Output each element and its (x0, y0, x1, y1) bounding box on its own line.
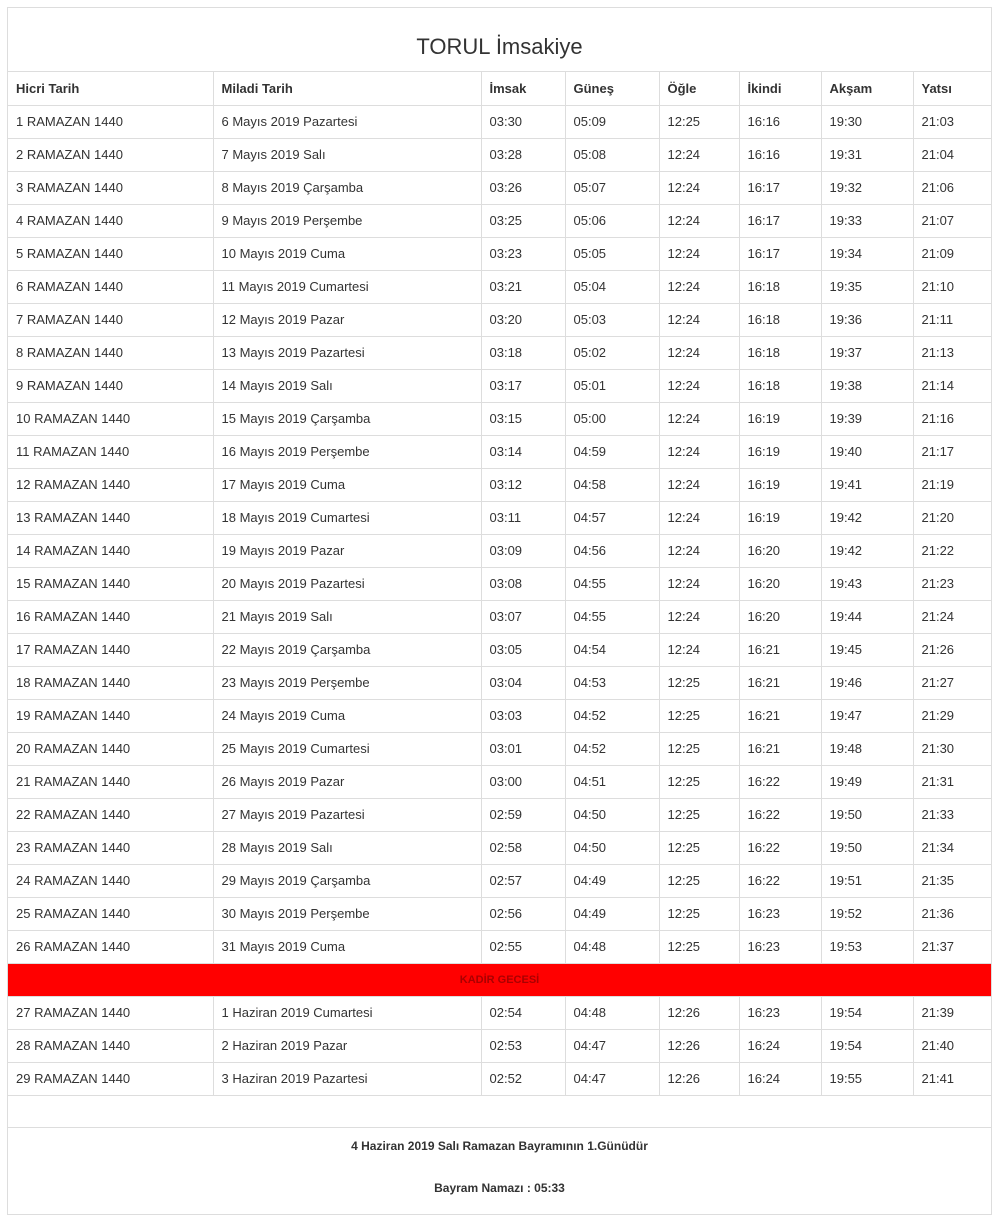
imsak-cell: 03:26 (481, 171, 565, 204)
yatsi-cell: 21:35 (913, 864, 991, 897)
ogle-cell: 12:24 (659, 600, 739, 633)
gunes-cell: 04:50 (565, 798, 659, 831)
gunes-cell: 05:02 (565, 336, 659, 369)
aksam-cell: 19:49 (821, 765, 913, 798)
hicri-tarih-cell: 4 RAMAZAN 1440 (8, 204, 213, 237)
gunes-cell: 04:52 (565, 699, 659, 732)
yatsi-cell: 21:34 (913, 831, 991, 864)
header-yatsi: Yatsı (913, 72, 991, 105)
yatsi-cell: 21:23 (913, 567, 991, 600)
yatsi-cell: 21:06 (913, 171, 991, 204)
hicri-tarih-cell: 23 RAMAZAN 1440 (8, 831, 213, 864)
yatsi-cell: 21:27 (913, 666, 991, 699)
aksam-cell: 19:50 (821, 798, 913, 831)
yatsi-cell: 21:09 (913, 237, 991, 270)
ikindi-cell: 16:23 (739, 897, 821, 930)
gunes-cell: 05:00 (565, 402, 659, 435)
header-ogle: Öğle (659, 72, 739, 105)
aksam-cell: 19:50 (821, 831, 913, 864)
gunes-cell: 04:55 (565, 567, 659, 600)
ikindi-cell: 16:23 (739, 930, 821, 963)
aksam-cell: 19:40 (821, 435, 913, 468)
yatsi-cell: 21:20 (913, 501, 991, 534)
hicri-tarih-cell: 25 RAMAZAN 1440 (8, 897, 213, 930)
ogle-cell: 12:25 (659, 930, 739, 963)
yatsi-cell: 21:19 (913, 468, 991, 501)
yatsi-cell: 21:39 (913, 996, 991, 1029)
aksam-cell: 19:54 (821, 996, 913, 1029)
yatsi-cell: 21:30 (913, 732, 991, 765)
header-imsak: İmsak (481, 72, 565, 105)
gunes-cell: 05:01 (565, 369, 659, 402)
gunes-cell: 04:56 (565, 534, 659, 567)
table-row (8, 468, 991, 501)
imsak-cell: 02:57 (481, 864, 565, 897)
hicri-tarih-cell: 13 RAMAZAN 1440 (8, 501, 213, 534)
ogle-cell: 12:24 (659, 633, 739, 666)
ikindi-cell: 16:20 (739, 567, 821, 600)
imsakiye-table (8, 72, 991, 1095)
miladi-tarih-cell: 14 Mayıs 2019 Salı (213, 369, 481, 402)
hicri-tarih-cell: 21 RAMAZAN 1440 (8, 765, 213, 798)
hicri-tarih-cell: 1 RAMAZAN 1440 (8, 105, 213, 138)
miladi-tarih-cell: 24 Mayıs 2019 Cuma (213, 699, 481, 732)
gunes-cell: 04:53 (565, 666, 659, 699)
aksam-cell: 19:43 (821, 567, 913, 600)
miladi-tarih-cell: 22 Mayıs 2019 Çarşamba (213, 633, 481, 666)
hicri-tarih-cell: 28 RAMAZAN 1440 (8, 1029, 213, 1062)
miladi-tarih-cell: 6 Mayıs 2019 Pazartesi (213, 105, 481, 138)
miladi-tarih-cell: 17 Mayıs 2019 Cuma (213, 468, 481, 501)
miladi-tarih-cell: 1 Haziran 2019 Cumartesi (213, 996, 481, 1029)
ikindi-cell: 16:19 (739, 468, 821, 501)
hicri-tarih-cell: 7 RAMAZAN 1440 (8, 303, 213, 336)
ikindi-cell: 16:21 (739, 732, 821, 765)
aksam-cell: 19:36 (821, 303, 913, 336)
gunes-cell: 04:47 (565, 1029, 659, 1062)
imsak-cell: 03:21 (481, 270, 565, 303)
ogle-cell: 12:24 (659, 501, 739, 534)
hicri-tarih-cell: 10 RAMAZAN 1440 (8, 402, 213, 435)
kadir-gecesi-label: KADİR GECESİ (8, 963, 991, 996)
aksam-cell: 19:51 (821, 864, 913, 897)
hicri-tarih-cell: 19 RAMAZAN 1440 (8, 699, 213, 732)
hicri-tarih-cell: 14 RAMAZAN 1440 (8, 534, 213, 567)
ikindi-cell: 16:17 (739, 237, 821, 270)
miladi-tarih-cell: 30 Mayıs 2019 Perşembe (213, 897, 481, 930)
miladi-tarih-cell: 8 Mayıs 2019 Çarşamba (213, 171, 481, 204)
aksam-cell: 19:48 (821, 732, 913, 765)
table-row (8, 105, 991, 138)
gunes-cell: 04:49 (565, 897, 659, 930)
yatsi-cell: 21:16 (913, 402, 991, 435)
hicri-tarih-cell: 22 RAMAZAN 1440 (8, 798, 213, 831)
ogle-cell: 12:24 (659, 468, 739, 501)
table-row (8, 831, 991, 864)
gunes-cell: 04:51 (565, 765, 659, 798)
table-row (8, 204, 991, 237)
aksam-cell: 19:45 (821, 633, 913, 666)
kadir-gecesi-row (8, 963, 991, 996)
table-row (8, 567, 991, 600)
miladi-tarih-cell: 3 Haziran 2019 Pazartesi (213, 1062, 481, 1095)
aksam-cell: 19:44 (821, 600, 913, 633)
gunes-cell: 05:08 (565, 138, 659, 171)
ikindi-cell: 16:18 (739, 336, 821, 369)
table-row (8, 501, 991, 534)
table-row (8, 996, 991, 1029)
ikindi-cell: 16:16 (739, 138, 821, 171)
aksam-cell: 19:37 (821, 336, 913, 369)
aksam-cell: 19:53 (821, 930, 913, 963)
ogle-cell: 12:26 (659, 996, 739, 1029)
aksam-cell: 19:39 (821, 402, 913, 435)
imsak-cell: 02:58 (481, 831, 565, 864)
ogle-cell: 12:25 (659, 666, 739, 699)
imsak-cell: 03:23 (481, 237, 565, 270)
imsak-cell: 03:28 (481, 138, 565, 171)
table-row (8, 138, 991, 171)
imsak-cell: 03:11 (481, 501, 565, 534)
hicri-tarih-cell: 2 RAMAZAN 1440 (8, 138, 213, 171)
yatsi-cell: 21:36 (913, 897, 991, 930)
aksam-cell: 19:42 (821, 501, 913, 534)
gunes-cell: 04:57 (565, 501, 659, 534)
imsak-cell: 03:03 (481, 699, 565, 732)
ikindi-cell: 16:21 (739, 699, 821, 732)
aksam-cell: 19:46 (821, 666, 913, 699)
ogle-cell: 12:24 (659, 336, 739, 369)
miladi-tarih-cell: 19 Mayıs 2019 Pazar (213, 534, 481, 567)
ogle-cell: 12:25 (659, 864, 739, 897)
ogle-cell: 12:25 (659, 831, 739, 864)
ogle-cell: 12:26 (659, 1029, 739, 1062)
ogle-cell: 12:24 (659, 534, 739, 567)
ikindi-cell: 16:19 (739, 402, 821, 435)
yatsi-cell: 21:10 (913, 270, 991, 303)
miladi-tarih-cell: 11 Mayıs 2019 Cumartesi (213, 270, 481, 303)
imsak-cell: 03:18 (481, 336, 565, 369)
gunes-cell: 05:09 (565, 105, 659, 138)
table-row (8, 600, 991, 633)
hicri-tarih-cell: 29 RAMAZAN 1440 (8, 1062, 213, 1095)
gunes-cell: 04:47 (565, 1062, 659, 1095)
table-row (8, 534, 991, 567)
ikindi-cell: 16:17 (739, 171, 821, 204)
hicri-tarih-cell: 27 RAMAZAN 1440 (8, 996, 213, 1029)
ikindi-cell: 16:22 (739, 831, 821, 864)
ikindi-cell: 16:18 (739, 270, 821, 303)
miladi-tarih-cell: 31 Mayıs 2019 Cuma (213, 930, 481, 963)
ogle-cell: 12:24 (659, 270, 739, 303)
ikindi-cell: 16:21 (739, 666, 821, 699)
yatsi-cell: 21:11 (913, 303, 991, 336)
ogle-cell: 12:25 (659, 105, 739, 138)
yatsi-cell: 21:29 (913, 699, 991, 732)
table-header-row (8, 72, 991, 105)
imsak-cell: 03:09 (481, 534, 565, 567)
miladi-tarih-cell: 16 Mayıs 2019 Perşembe (213, 435, 481, 468)
imsak-cell: 03:30 (481, 105, 565, 138)
bayram-namazi: Bayram Namazı : 05:33 (434, 1181, 565, 1195)
hicri-tarih-cell: 12 RAMAZAN 1440 (8, 468, 213, 501)
aksam-cell: 19:52 (821, 897, 913, 930)
hicri-tarih-cell: 18 RAMAZAN 1440 (8, 666, 213, 699)
table-row (8, 798, 991, 831)
aksam-cell: 19:34 (821, 237, 913, 270)
imsak-cell: 02:55 (481, 930, 565, 963)
miladi-tarih-cell: 20 Mayıs 2019 Pazartesi (213, 567, 481, 600)
imsak-cell: 03:05 (481, 633, 565, 666)
miladi-tarih-cell: 23 Mayıs 2019 Perşembe (213, 666, 481, 699)
table-row (8, 336, 991, 369)
ogle-cell: 12:24 (659, 567, 739, 600)
table-row (8, 402, 991, 435)
aksam-cell: 19:30 (821, 105, 913, 138)
miladi-tarih-cell: 25 Mayıs 2019 Cumartesi (213, 732, 481, 765)
imsak-cell: 03:00 (481, 765, 565, 798)
miladi-tarih-cell: 28 Mayıs 2019 Salı (213, 831, 481, 864)
ogle-cell: 12:25 (659, 798, 739, 831)
gunes-cell: 04:48 (565, 996, 659, 1029)
gunes-cell: 04:54 (565, 633, 659, 666)
yatsi-cell: 21:41 (913, 1062, 991, 1095)
aksam-cell: 19:32 (821, 171, 913, 204)
yatsi-cell: 21:40 (913, 1029, 991, 1062)
miladi-tarih-cell: 27 Mayıs 2019 Pazartesi (213, 798, 481, 831)
aksam-cell: 19:54 (821, 1029, 913, 1062)
header-miladi-tarih: Miladi Tarih (213, 72, 481, 105)
imsak-cell: 03:15 (481, 402, 565, 435)
gunes-cell: 05:03 (565, 303, 659, 336)
gunes-cell: 04:59 (565, 435, 659, 468)
miladi-tarih-cell: 26 Mayıs 2019 Pazar (213, 765, 481, 798)
table-row (8, 732, 991, 765)
hicri-tarih-cell: 5 RAMAZAN 1440 (8, 237, 213, 270)
imsak-cell: 03:01 (481, 732, 565, 765)
ikindi-cell: 16:18 (739, 303, 821, 336)
gunes-cell: 05:05 (565, 237, 659, 270)
ogle-cell: 12:24 (659, 435, 739, 468)
miladi-tarih-cell: 15 Mayıs 2019 Çarşamba (213, 402, 481, 435)
yatsi-cell: 21:04 (913, 138, 991, 171)
ikindi-cell: 16:24 (739, 1062, 821, 1095)
gunes-cell: 04:50 (565, 831, 659, 864)
table-row (8, 270, 991, 303)
table-row (8, 1062, 991, 1095)
gunes-cell: 04:52 (565, 732, 659, 765)
header-ikindi: İkindi (739, 72, 821, 105)
yatsi-cell: 21:31 (913, 765, 991, 798)
gunes-cell: 04:55 (565, 600, 659, 633)
ogle-cell: 12:24 (659, 303, 739, 336)
table-row (8, 633, 991, 666)
hicri-tarih-cell: 8 RAMAZAN 1440 (8, 336, 213, 369)
imsak-cell: 03:17 (481, 369, 565, 402)
table-row (8, 699, 991, 732)
ogle-cell: 12:24 (659, 369, 739, 402)
bayram-note: 4 Haziran 2019 Salı Ramazan Bayramının 1.Günüdür (351, 1139, 648, 1153)
table-row (8, 930, 991, 963)
imsak-cell: 02:54 (481, 996, 565, 1029)
hicri-tarih-cell: 11 RAMAZAN 1440 (8, 435, 213, 468)
yatsi-cell: 21:03 (913, 105, 991, 138)
miladi-tarih-cell: 21 Mayıs 2019 Salı (213, 600, 481, 633)
table-row (8, 303, 991, 336)
gunes-cell: 05:07 (565, 171, 659, 204)
table-row (8, 435, 991, 468)
miladi-tarih-cell: 7 Mayıs 2019 Salı (213, 138, 481, 171)
aksam-cell: 19:33 (821, 204, 913, 237)
aksam-cell: 19:41 (821, 468, 913, 501)
gunes-cell: 04:48 (565, 930, 659, 963)
hicri-tarih-cell: 3 RAMAZAN 1440 (8, 171, 213, 204)
miladi-tarih-cell: 13 Mayıs 2019 Pazartesi (213, 336, 481, 369)
table-row (8, 765, 991, 798)
miladi-tarih-cell: 18 Mayıs 2019 Cumartesi (213, 501, 481, 534)
ikindi-cell: 16:18 (739, 369, 821, 402)
ogle-cell: 12:24 (659, 138, 739, 171)
hicri-tarih-cell: 26 RAMAZAN 1440 (8, 930, 213, 963)
imsak-cell: 03:20 (481, 303, 565, 336)
ogle-cell: 12:24 (659, 171, 739, 204)
aksam-cell: 19:38 (821, 369, 913, 402)
ikindi-cell: 16:19 (739, 435, 821, 468)
hicri-tarih-cell: 6 RAMAZAN 1440 (8, 270, 213, 303)
miladi-tarih-cell: 12 Mayıs 2019 Pazar (213, 303, 481, 336)
aksam-cell: 19:47 (821, 699, 913, 732)
ikindi-cell: 16:21 (739, 633, 821, 666)
header-gunes: Güneş (565, 72, 659, 105)
hicri-tarih-cell: 20 RAMAZAN 1440 (8, 732, 213, 765)
table-row (8, 1029, 991, 1062)
imsak-cell: 03:08 (481, 567, 565, 600)
miladi-tarih-cell: 2 Haziran 2019 Pazar (213, 1029, 481, 1062)
miladi-tarih-cell: 9 Mayıs 2019 Perşembe (213, 204, 481, 237)
yatsi-cell: 21:07 (913, 204, 991, 237)
hicri-tarih-cell: 16 RAMAZAN 1440 (8, 600, 213, 633)
imsak-cell: 03:14 (481, 435, 565, 468)
ikindi-cell: 16:24 (739, 1029, 821, 1062)
ogle-cell: 12:25 (659, 732, 739, 765)
imsak-cell: 02:56 (481, 897, 565, 930)
ikindi-cell: 16:23 (739, 996, 821, 1029)
table-row (8, 897, 991, 930)
ogle-cell: 12:24 (659, 237, 739, 270)
ogle-cell: 12:25 (659, 765, 739, 798)
ikindi-cell: 16:19 (739, 501, 821, 534)
yatsi-cell: 21:17 (913, 435, 991, 468)
ikindi-cell: 16:22 (739, 798, 821, 831)
table-spacer (8, 1095, 991, 1128)
hicri-tarih-cell: 9 RAMAZAN 1440 (8, 369, 213, 402)
ikindi-cell: 16:20 (739, 534, 821, 567)
yatsi-cell: 21:33 (913, 798, 991, 831)
hicri-tarih-cell: 15 RAMAZAN 1440 (8, 567, 213, 600)
imsak-cell: 03:12 (481, 468, 565, 501)
imsak-cell: 02:53 (481, 1029, 565, 1062)
table-row (8, 864, 991, 897)
ikindi-cell: 16:20 (739, 600, 821, 633)
ogle-cell: 12:24 (659, 402, 739, 435)
aksam-cell: 19:35 (821, 270, 913, 303)
ogle-cell: 12:24 (659, 204, 739, 237)
imsak-cell: 03:04 (481, 666, 565, 699)
yatsi-cell: 21:13 (913, 336, 991, 369)
imsakiye-panel (7, 7, 992, 1215)
header-hicri-tarih: Hicri Tarih (16, 80, 80, 96)
yatsi-cell: 21:26 (913, 633, 991, 666)
ogle-cell: 12:25 (659, 699, 739, 732)
ikindi-cell: 16:22 (739, 864, 821, 897)
ikindi-cell: 16:22 (739, 765, 821, 798)
gunes-cell: 04:49 (565, 864, 659, 897)
aksam-cell: 19:31 (821, 138, 913, 171)
yatsi-cell: 21:37 (913, 930, 991, 963)
aksam-cell: 19:42 (821, 534, 913, 567)
aksam-cell: 19:55 (821, 1062, 913, 1095)
ogle-cell: 12:25 (659, 897, 739, 930)
ikindi-cell: 16:16 (739, 105, 821, 138)
ikindi-cell: 16:17 (739, 204, 821, 237)
table-row (8, 369, 991, 402)
imsak-cell: 03:07 (481, 600, 565, 633)
yatsi-cell: 21:24 (913, 600, 991, 633)
hicri-tarih-cell: 17 RAMAZAN 1440 (8, 633, 213, 666)
ogle-cell: 12:26 (659, 1062, 739, 1095)
miladi-tarih-cell: 10 Mayıs 2019 Cuma (213, 237, 481, 270)
table-row (8, 171, 991, 204)
gunes-cell: 05:06 (565, 204, 659, 237)
hicri-tarih-cell: 24 RAMAZAN 1440 (8, 864, 213, 897)
imsak-cell: 02:52 (481, 1062, 565, 1095)
miladi-tarih-cell: 29 Mayıs 2019 Çarşamba (213, 864, 481, 897)
page-title: TORUL İmsakiye (8, 8, 991, 72)
header-aksam: Akşam (821, 72, 913, 105)
gunes-cell: 04:58 (565, 468, 659, 501)
imsak-cell: 02:59 (481, 798, 565, 831)
gunes-cell: 05:04 (565, 270, 659, 303)
table-row (8, 666, 991, 699)
yatsi-cell: 21:14 (913, 369, 991, 402)
imsak-cell: 03:25 (481, 204, 565, 237)
yatsi-cell: 21:22 (913, 534, 991, 567)
table-row (8, 237, 991, 270)
